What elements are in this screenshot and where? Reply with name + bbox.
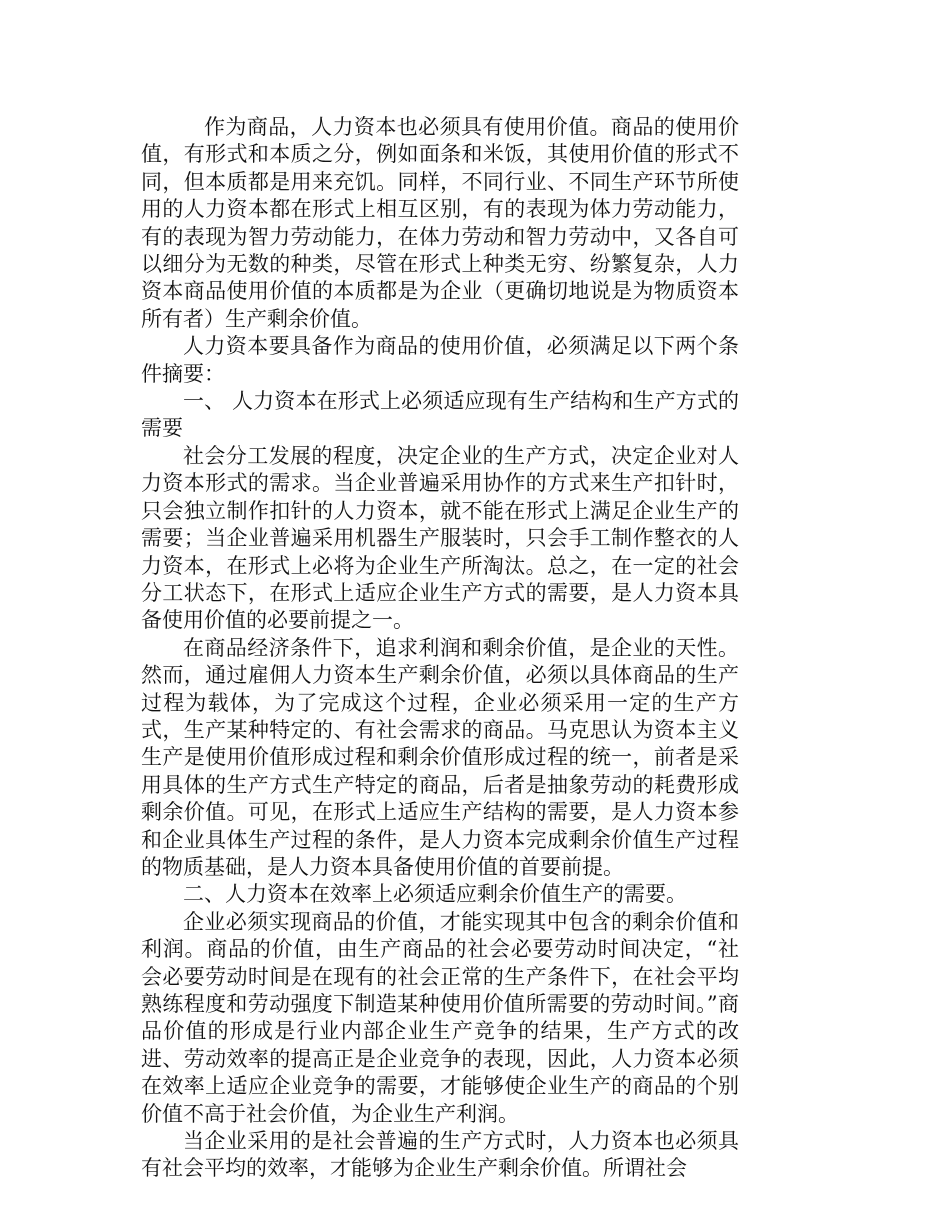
paragraph-division-of-labor: 社会分工发展的程度，决定企业的生产方式，决定企业对人力资本形式的需求。当企业普遍采用协作的方式来生产扣针时，只会独立制作扣针的人力资本，就不能在形式上满足企业生产的需要；当企业普遍采用机器生产服装时，只会手工制作整衣的人力资本，在形式上必将为企业生产所淘汰。总之，在一定的社会分工状态下，在形式上适应企业生产方式的需要，是人力资本具备使用价值的必要前提之一。 <box>141 443 739 633</box>
paragraph-commodity-economy: 在商品经济条件下，追求利润和剩余价值，是企业的天性。然而，通过雇佣人力资本生产剩余价值，必须以具体商品的生产过程为载体，为了完成这个过程，企业必须采用一定的生产方式，生产某种特定的、有社会需求的商品。马克思认为资本主义生产是使用价值形成过程和剩余价值形成过程的统一，前者是采用具体的生产方式生产特定的商品，后者是抽象劳动的耗费形成剩余价值。可见，在形式上适应生产结构的需要，是人力资本参和企业具体生产过程的条件，是人力资本完成剩余价值生产过程的物质基础，是人力资本具备使用价值的首要前提。 <box>141 635 739 879</box>
document-body <box>141 114 739 1183</box>
section-heading-two: 二、人力资本在效率上必须适应剩余价值生产的需要。 <box>183 882 687 907</box>
paragraph-average-efficiency: 当企业采用的是社会普遍的生产方式时，人力资本也必须具有社会平均的效率，才能够为企业生产剩余价值。所谓社会 <box>141 1129 739 1181</box>
section-heading-one: 一、 人力资本在形式上必须适应现有生产结构和生产方式的需要 <box>141 389 739 441</box>
paragraph-two-conditions: 人力资本要具备作为商品的使用价值，必须满足以下两个条件摘要： <box>141 334 739 386</box>
paragraph-realize-value: 企业必须实现商品的价值，才能实现其中包含的剩余价值和利润。商品的价值，由生产商品的社会必要劳动时间决定，“社会必要劳动时间是在现有的社会正常的生产条件下，在社会平均熟练程度和劳动强度下制造某种使用价值所需要的劳动时间。”商品价值的形成是行业内部企业生产竞争的结果，生产方式的改进、劳动效率的提高正是企业竞争的表现，因此，人力资本必须在效率上适应企业竞争的需要，才能够使企业生产的商品的个别价值不高于社会价值，为企业生产利润。 <box>141 909 739 1126</box>
paragraph-use-value-intro: 作为商品，人力资本也必须具有使用价值。商品的使用价值，有形式和本质之分，例如面条和米饭，其使用价值的形式不同，但本质都是用来充饥。同样，不同行业、不同生产环节所使用的人力资本都在形式上相互区别，有的表现为体力劳动能力，有的表现为智力劳动能力，在体力劳动和智力劳动中，又各自可以细分为无数的种类，尽管在形式上种类无穷、纷繁复杂，人力资本商品使用价值的本质都是为企业（更确切地说是为物质资本所有者）生产剩余价值。 <box>141 115 739 331</box>
